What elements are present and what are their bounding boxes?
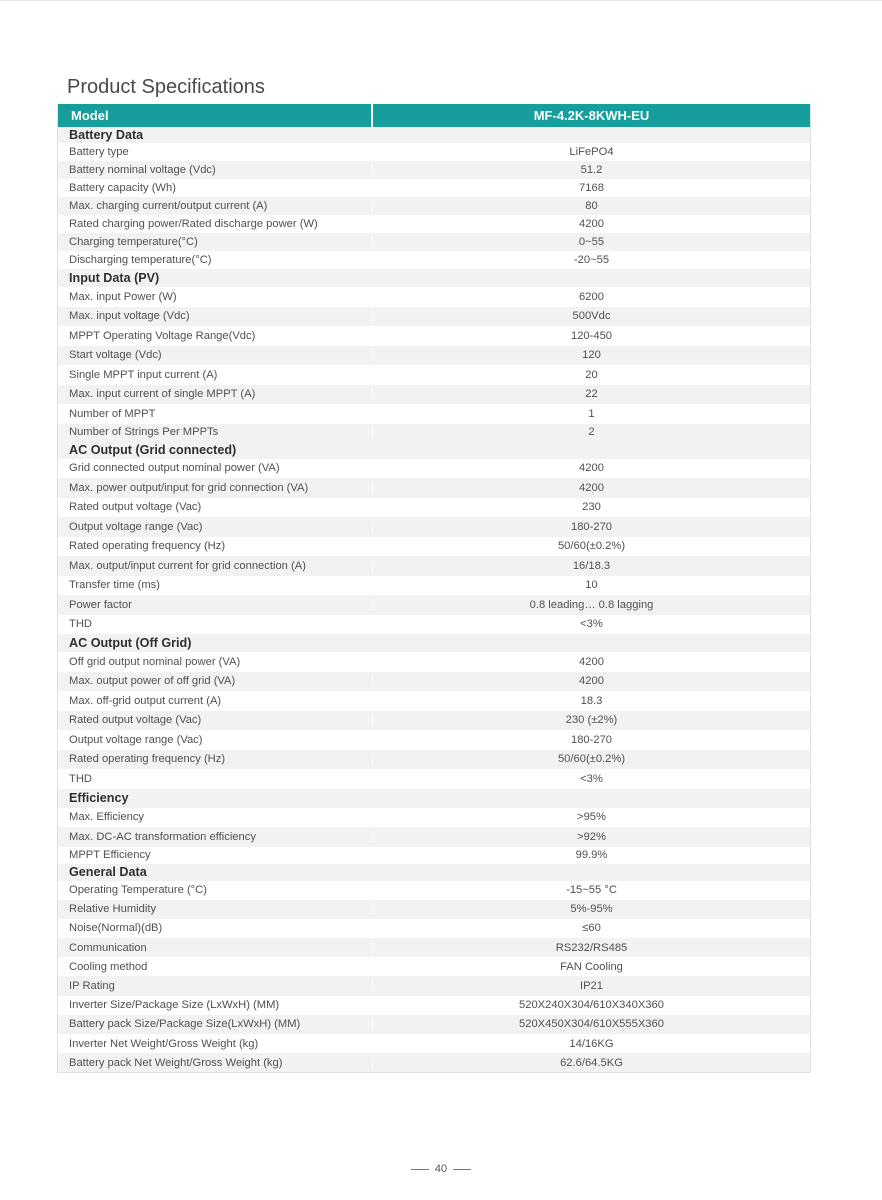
spec-label: THD bbox=[58, 773, 373, 785]
table-row bbox=[58, 498, 810, 518]
spec-value: 4200 bbox=[579, 481, 604, 494]
table-row bbox=[58, 365, 810, 385]
table-row bbox=[58, 287, 810, 307]
section-title: Input Data (PV) bbox=[58, 269, 810, 287]
model-header-value: MF-4.2K-8KWH-EU bbox=[533, 108, 650, 123]
spec-label: Operating Temperature (°C) bbox=[58, 884, 373, 896]
spec-value: 16/18.3 bbox=[572, 559, 611, 572]
spec-label: Rated output voltage (Vac) bbox=[58, 501, 373, 513]
spec-label: Max. input Power (W) bbox=[58, 291, 373, 303]
spec-value: 50/60(±0.2%) bbox=[557, 540, 626, 553]
table-row bbox=[58, 385, 810, 405]
table-row bbox=[58, 827, 810, 847]
table-row bbox=[58, 808, 810, 828]
spec-value: 6200 bbox=[579, 290, 604, 303]
spec-value: IP21 bbox=[579, 980, 603, 993]
spec-value: 4200 bbox=[579, 655, 604, 668]
spec-label: Max. DC-AC transformation efficiency bbox=[58, 831, 373, 843]
spec-label: Battery pack Size/Package Size(LxWxH) (MM) bbox=[58, 1018, 373, 1030]
top-divider bbox=[0, 0, 882, 1]
spec-label: Battery pack Net Weight/Gross Weight (kg) bbox=[58, 1057, 373, 1069]
spec-value: 0~55 bbox=[578, 236, 605, 248]
spec-label: Battery nominal voltage (Vdc) bbox=[58, 164, 373, 176]
spec-label: Rated output voltage (Vac) bbox=[58, 714, 373, 726]
spec-label: Rated operating frequency (Hz) bbox=[58, 753, 373, 765]
spec-label: THD bbox=[58, 618, 373, 630]
table-row bbox=[58, 346, 810, 366]
table-row bbox=[58, 900, 810, 919]
spec-label: Charging temperature(°C) bbox=[58, 236, 373, 248]
spec-label: Cooling method bbox=[58, 961, 373, 973]
spec-value: FAN Cooling bbox=[560, 960, 623, 973]
spec-value: 230 bbox=[582, 501, 601, 514]
spec-label: Max. input voltage (Vdc) bbox=[58, 310, 373, 322]
spec-value: 120 bbox=[582, 349, 601, 362]
spec-value: 20 bbox=[585, 368, 598, 381]
table-row bbox=[58, 938, 810, 957]
spec-label: Inverter Net Weight/Gross Weight (kg) bbox=[58, 1038, 373, 1050]
table-row bbox=[58, 478, 810, 498]
table-row bbox=[58, 233, 810, 251]
spec-value: >95% bbox=[577, 811, 606, 824]
section-title: General Data bbox=[58, 864, 810, 881]
table-row bbox=[58, 307, 810, 327]
table-row bbox=[58, 1053, 810, 1072]
table-row bbox=[58, 404, 810, 424]
spec-value: 180-270 bbox=[570, 733, 613, 746]
spec-label: Output voltage range (Vac) bbox=[58, 734, 373, 746]
spec-label: Transfer time (ms) bbox=[58, 579, 373, 591]
spec-value: 520X450X304/610X555X360 bbox=[519, 1018, 664, 1031]
footer-dash-left bbox=[411, 1169, 429, 1170]
spec-label: Battery type bbox=[58, 146, 373, 158]
table-row bbox=[58, 197, 810, 215]
spec-label: Start voltage (Vdc) bbox=[58, 349, 373, 361]
table-row bbox=[58, 595, 810, 615]
section-title: Efficiency bbox=[58, 789, 810, 808]
spec-label: Battery capacity (Wh) bbox=[58, 182, 373, 194]
table-row bbox=[58, 881, 810, 900]
table-row bbox=[58, 1034, 810, 1053]
spec-label: Max. power output/input for grid connection (VA) bbox=[58, 482, 373, 494]
spec-value: 18.3 bbox=[580, 694, 603, 707]
spec-value: 1 bbox=[588, 407, 595, 420]
spec-label: Single MPPT input current (A) bbox=[58, 369, 373, 381]
model-header-label: Model bbox=[58, 104, 373, 127]
table-row bbox=[58, 730, 810, 750]
table-row bbox=[58, 179, 810, 197]
spec-value: >92% bbox=[577, 830, 606, 843]
table-row bbox=[58, 537, 810, 557]
table-row bbox=[58, 691, 810, 711]
spec-label: Noise(Normal)(dB) bbox=[58, 922, 373, 934]
table-row bbox=[58, 750, 810, 770]
spec-value: <3% bbox=[580, 772, 603, 785]
spec-label: Max. off-grid output current (A) bbox=[58, 695, 373, 707]
spec-value: 4200 bbox=[579, 218, 604, 230]
spec-value: LiFePO4 bbox=[569, 146, 614, 158]
spec-label: Inverter Size/Package Size (LxWxH) (MM) bbox=[58, 999, 373, 1011]
table-row bbox=[58, 143, 810, 161]
spec-label: MPPT Efficiency bbox=[58, 849, 373, 861]
table-row bbox=[58, 459, 810, 479]
table-row bbox=[58, 957, 810, 976]
spec-label: Number of Strings Per MPPTs bbox=[58, 426, 373, 438]
table-body bbox=[58, 127, 810, 1072]
spec-label: Rated operating frequency (Hz) bbox=[58, 540, 373, 552]
page-number: 40 bbox=[434, 1163, 448, 1175]
page-title: Product Specifications bbox=[67, 76, 265, 98]
table-row bbox=[58, 517, 810, 537]
spec-value: -20~55 bbox=[573, 254, 610, 266]
spec-label: Max. output power of off grid (VA) bbox=[58, 675, 373, 687]
table-row bbox=[58, 1015, 810, 1034]
table-row bbox=[58, 576, 810, 596]
spec-value: ≤60 bbox=[582, 922, 601, 935]
spec-value: RS232/RS485 bbox=[555, 941, 628, 954]
table-row bbox=[58, 326, 810, 346]
spec-label: Off grid output nominal power (VA) bbox=[58, 656, 373, 668]
section-title: AC Output (Off Grid) bbox=[58, 634, 810, 652]
table-row bbox=[58, 976, 810, 995]
spec-value: 62.6/64.5KG bbox=[560, 1056, 623, 1069]
spec-value: 520X240X304/610X340X360 bbox=[519, 999, 664, 1012]
table-row bbox=[58, 711, 810, 731]
spec-label: Grid connected output nominal power (VA) bbox=[58, 462, 373, 474]
page-footer bbox=[0, 1163, 882, 1175]
spec-value: 0.8 leading… 0.8 lagging bbox=[529, 598, 654, 611]
spec-value: 500Vdc bbox=[572, 310, 611, 323]
spec-table bbox=[57, 104, 811, 1073]
spec-value: 99.9% bbox=[575, 849, 608, 861]
table-row bbox=[58, 996, 810, 1015]
spec-value: 4200 bbox=[579, 675, 604, 688]
table-row bbox=[58, 847, 810, 864]
spec-label: Communication bbox=[58, 942, 373, 954]
spec-value: 22 bbox=[585, 388, 598, 401]
spec-value: 230 (±2%) bbox=[565, 714, 618, 727]
table-row bbox=[58, 556, 810, 576]
footer-dash-right bbox=[453, 1169, 471, 1170]
spec-value: 80 bbox=[585, 200, 598, 212]
spec-value: 5%-95% bbox=[570, 903, 613, 916]
spec-value: 14/16KG bbox=[569, 1037, 614, 1050]
spec-label: Power factor bbox=[58, 599, 373, 611]
table-row bbox=[58, 652, 810, 672]
spec-value: 10 bbox=[585, 579, 598, 592]
table-row bbox=[58, 161, 810, 179]
spec-value: 7168 bbox=[579, 182, 604, 194]
spec-value: 50/60(±0.2%) bbox=[557, 753, 626, 766]
spec-value: <3% bbox=[580, 618, 603, 631]
section-title: Battery Data bbox=[58, 127, 810, 143]
table-row bbox=[58, 251, 810, 269]
table-row bbox=[58, 919, 810, 938]
table-header bbox=[58, 104, 810, 127]
spec-value: 2 bbox=[588, 426, 595, 438]
spec-label: Rated charging power/Rated discharge power (W) bbox=[58, 218, 373, 230]
spec-value: 120-450 bbox=[570, 329, 613, 342]
spec-label: MPPT Operating Voltage Range(Vdc) bbox=[58, 330, 373, 342]
spec-label: Max. input current of single MPPT (A) bbox=[58, 388, 373, 400]
spec-label: Max. output/input current for grid connection (A) bbox=[58, 560, 373, 572]
spec-label: Max. charging current/output current (A) bbox=[58, 200, 373, 212]
table-row bbox=[58, 769, 810, 789]
table-row bbox=[58, 672, 810, 692]
spec-label: Number of MPPT bbox=[58, 408, 373, 420]
spec-label: Relative Humidity bbox=[58, 903, 373, 915]
spec-label: IP Rating bbox=[58, 980, 373, 992]
table-row bbox=[58, 424, 810, 441]
table-row bbox=[58, 215, 810, 233]
spec-value: 180-270 bbox=[570, 520, 613, 533]
spec-value: -15~55 °C bbox=[566, 884, 617, 897]
spec-label: Max. Efficiency bbox=[58, 811, 373, 823]
spec-label: Discharging temperature(°C) bbox=[58, 254, 373, 266]
spec-value: 4200 bbox=[579, 462, 604, 475]
table-row bbox=[58, 615, 810, 635]
spec-label: Output voltage range (Vac) bbox=[58, 521, 373, 533]
spec-value: 51.2 bbox=[580, 164, 603, 176]
section-title: AC Output (Grid connected) bbox=[58, 441, 810, 459]
